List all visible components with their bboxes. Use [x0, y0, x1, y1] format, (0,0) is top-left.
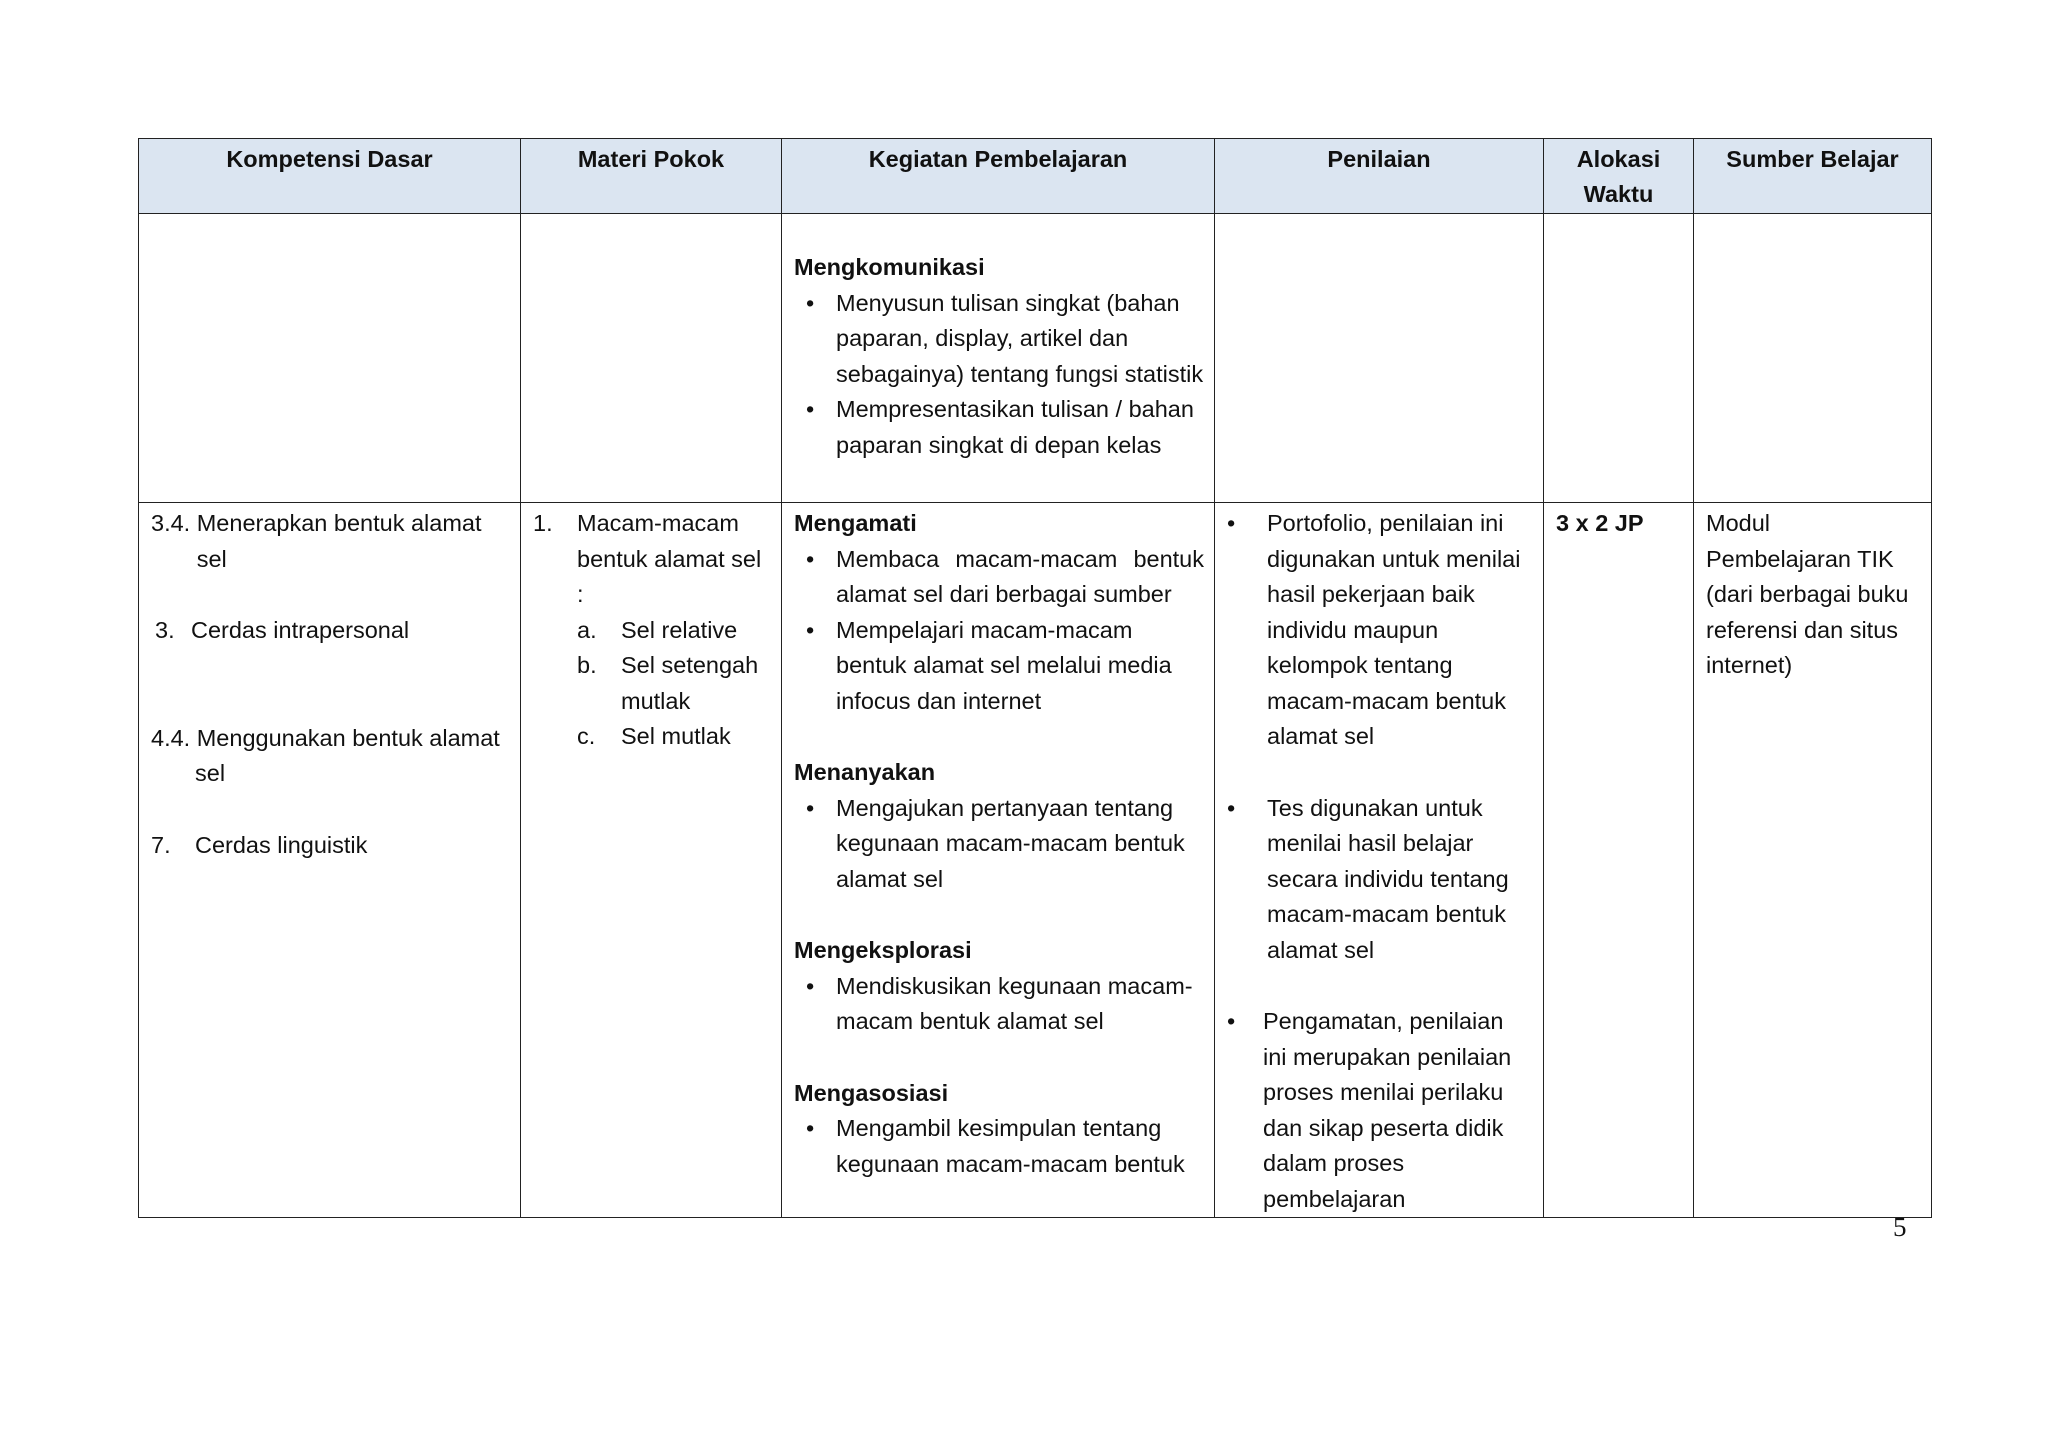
list-item: • Portofolio, penilaian ini digunakan untuk menilai hasil pekerjaan baik individu maupun kelompok tentang macam-macam bentuk alamat sel: [1215, 506, 1527, 755]
sub-text: Sel relative: [621, 616, 738, 643]
header-kompetensi-dasar: Kompetensi Dasar: [139, 139, 521, 214]
alokasi-value: 3 x 2 JP: [1556, 510, 1644, 536]
header-penilaian: Penilaian: [1215, 139, 1544, 214]
mengamati-list: [794, 542, 1204, 720]
kegiatan-heading-mengamati: Mengamati: [794, 510, 917, 536]
menanyakan-list: [794, 791, 1204, 898]
materi-title: Macam-macam bentuk alamat sel :: [577, 510, 762, 607]
kd-item-cerdas-intrapersonal: [151, 613, 510, 649]
list-item: • Mendiskusikan kegunaan macam-macam bentuk alamat sel: [794, 969, 1204, 1040]
row1-sumber-cell: [1694, 214, 1932, 503]
list-item: • Tes digunakan untuk menilai hasil belajar secara individu tentang macam-macam bentuk alamat sel: [1215, 791, 1533, 969]
row2-materi-cell: [521, 503, 782, 1218]
kd-text: Cerdas intrapersonal: [191, 617, 410, 643]
materi-number: 1.: [533, 510, 553, 536]
table-row: [139, 214, 1932, 503]
row2-kd-cell: [139, 503, 521, 1218]
table-header-row: [139, 139, 1932, 214]
list-item: • Pengamatan, penilaian ini merupakan penilaian proses menilai perilaku dan sikap peserta didik dalam proses pembelajaran: [1215, 1004, 1533, 1217]
row1-kegiatan-cell: [782, 214, 1215, 503]
materi-list: [533, 506, 771, 755]
list-item: [533, 506, 771, 755]
kd-number: 7.: [151, 831, 171, 858]
list-item: [577, 719, 771, 755]
header-alokasi-line2: Waktu: [1583, 181, 1654, 207]
row2-kegiatan-cell: [782, 503, 1215, 1218]
sub-letter: b.: [577, 652, 597, 678]
row1-materi-cell: [521, 214, 782, 503]
materi-sub-list: [577, 613, 771, 755]
list-item: • Membaca macam-macam bentuk alamat sel dari berbagai sumber: [794, 542, 1204, 613]
penilaian-list: [1215, 791, 1533, 969]
silabus-table: [138, 138, 1932, 1218]
sumber-value: Modul Pembelajaran TIK (dari berbagai buku referensi dan situs internet): [1706, 510, 1909, 678]
list-item: • Mempelajari macam-macam bentuk alamat sel melalui media infocus dan internet: [794, 613, 1204, 720]
row2-alokasi-cell: [1544, 503, 1694, 1218]
kd-text: Cerdas linguistik: [195, 831, 368, 858]
row1-alokasi-cell: [1544, 214, 1694, 503]
page-number: 5: [1893, 1212, 1907, 1242]
mengasosiasi-list: [794, 1111, 1204, 1182]
kd-text: Menerapkan bentuk alamat sel: [196, 510, 482, 572]
kd-number: 3.: [155, 617, 175, 643]
kegiatan-heading-mengeksplorasi: Mengeksplorasi: [794, 937, 972, 963]
list-item: • Menyusun tulisan singkat (bahan paparan, display, artikel dan sebagainya) tentang fungsi statistik: [794, 286, 1204, 393]
header-sumber-belajar: Sumber Belajar: [1694, 139, 1932, 214]
list-item: • Mempresentasikan tulisan / bahan paparan singkat di depan kelas: [794, 392, 1204, 463]
kd-number: 3.4.: [151, 510, 191, 536]
list-item: [577, 648, 771, 719]
kd-text-continued: sel: [195, 760, 226, 786]
mengkomunikasi-list: [794, 286, 1204, 464]
header-alokasi-waktu: [1544, 139, 1694, 214]
table-row: [139, 503, 1932, 1218]
kd-number: 4.4.: [151, 724, 191, 751]
kegiatan-heading-mengkomunikasi: Mengkomunikasi: [794, 254, 985, 280]
row1-penilaian-cell: [1215, 214, 1544, 503]
kegiatan-heading-mengasosiasi: Mengasosiasi: [794, 1079, 949, 1106]
kd-text: Menggunakan bentuk alamat: [196, 724, 500, 751]
penilaian-list: [1215, 1004, 1533, 1217]
list-item: [577, 613, 771, 649]
header-alokasi-line1: Alokasi: [1576, 146, 1661, 172]
header-materi-pokok: Materi Pokok: [521, 139, 782, 214]
sub-letter: c.: [577, 723, 596, 749]
kd-item-4-4: [151, 721, 510, 757]
list-item: • Mengambil kesimpulan tentang kegunaan macam-macam bentuk: [794, 1111, 1204, 1182]
kd-item-cerdas-linguistik: [151, 828, 510, 864]
penilaian-list: [1215, 506, 1533, 755]
list-item: • Mengajukan pertanyaan tentang kegunaan macam-macam bentuk alamat sel: [794, 791, 1204, 898]
mengeksplorasi-list: [794, 969, 1204, 1040]
kd-item-3-4: [151, 506, 510, 577]
sub-letter: a.: [577, 616, 597, 643]
row2-sumber-cell: [1694, 503, 1932, 1218]
row1-kd-cell: [139, 214, 521, 503]
sub-text: Sel mutlak: [621, 723, 731, 749]
sub-text: Sel setengah mutlak: [621, 652, 759, 714]
header-kegiatan-pembelajaran: Kegiatan Pembelajaran: [782, 139, 1215, 214]
row2-penilaian-cell: [1215, 503, 1544, 1218]
kegiatan-heading-menanyakan: Menanyakan: [794, 759, 936, 785]
